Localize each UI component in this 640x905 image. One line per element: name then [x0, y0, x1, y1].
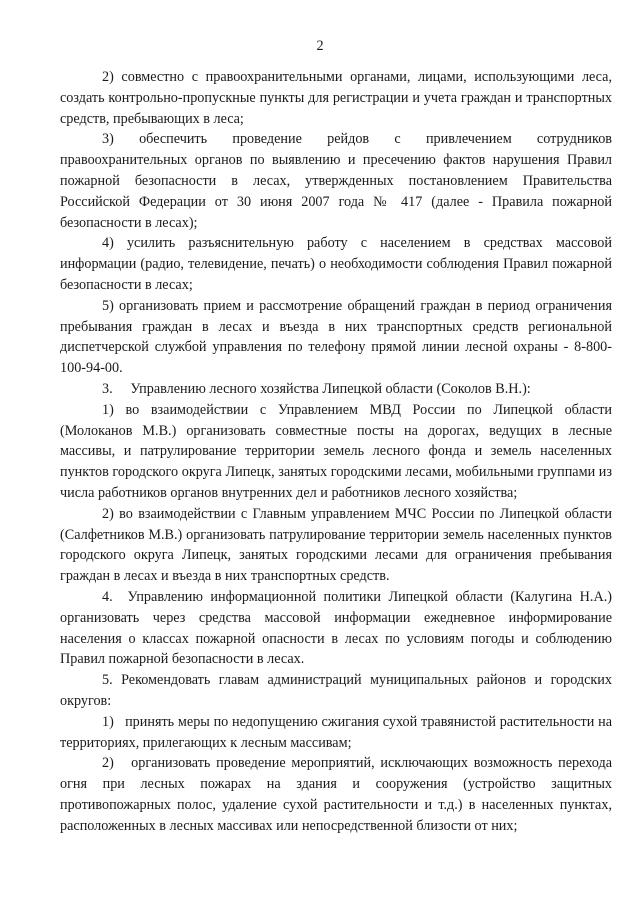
paragraph-2-5: 5) организовать прием и рассмотрение обращений граждан в период ограничения пребывания граждан в лесах и въезда в них транспортных средств региональной диспетчерской службой управления по телефону прямой линии лесной охраны - 8-800-100-94-00.	[60, 297, 616, 377]
paragraph-4: 4. Управлению информационной политики Липецкой области (Калугина Н.А.) организовать через средства массовой информации ежедневное информирование населения о классах пожарной опасности в лесах по условиям погоды и соблюдению Правил пожарной безопасности в лесах.	[60, 588, 616, 668]
paragraph-5: 5. Рекомендовать главам администраций муниципальных районов и городских округов:	[60, 672, 616, 709]
document-body	[60, 67, 616, 836]
paragraph-3: 3. Управлению лесного хозяйства Липецкой области (Соколов В.Н.):	[102, 380, 531, 397]
paragraph-2-4: 4) усилить разъяснительную работу с населением в средствах массовой информации (радио, телевидение, печать) о необходимости соблюдения Правил пожарной безопасности в лесах;	[60, 235, 616, 293]
page-number: 2	[316, 38, 324, 54]
paragraph-2-3: 3) обеспечить проведение рейдов с привлечением сотрудников правоохранительных органов по выявлению и пресечению фактов нарушения Правил пожарной безопасности в лесах, утвержденных постановлением Правительства Российской Федерации от 30 июня 2007 года № 417 (далее - Правила пожарной безопасности в лесах);	[60, 131, 616, 231]
paragraph-3-1: 1) во взаимодействии с Управлением МВД России по Липецкой области (Молоканов М.В.) организовать совместные посты на дорогах, ведущих в лесные массивы, и патрулирование территории земель лесного фонда и земель населенных пунктов городского округа Липецк, занятых городскими лесами, мобильными группами из числа работников органов внутренних дел и работников лесного хозяйства;	[60, 401, 616, 501]
paragraph-5-2: 2) организовать проведение мероприятий, исключающих возможность перехода огня при лесных пожарах на здания и сооружения (устройство защитных противопожарных полос, удаление сухой растительности и т.д.) в населенных пунктах, расположенных в лесных массивах или непосредственной близости от них;	[60, 755, 616, 834]
paragraph-3-2: 2) во взаимодействии с Главным управлением МЧС России по Липецкой области (Салфетников М.В.) организовать патрулирование территории земель населенных пунктов городского округа Липецк, занятых городскими лесами для ограничения пребывания граждан в лесах и въезда в них транспортных средств.	[60, 505, 616, 585]
paragraph-5-1: 1) принять меры по недопущению сжигания сухой травянистой растительности на территориях, прилегающих к лесным массивам;	[60, 713, 616, 751]
paragraph-2-2: 2) совместно с правоохранительными органами, лицами, использующими леса, создать контрольно-пропускные пункты для регистрации и учета граждан и транспортных средств, пребывающих в лесa;	[60, 69, 616, 127]
